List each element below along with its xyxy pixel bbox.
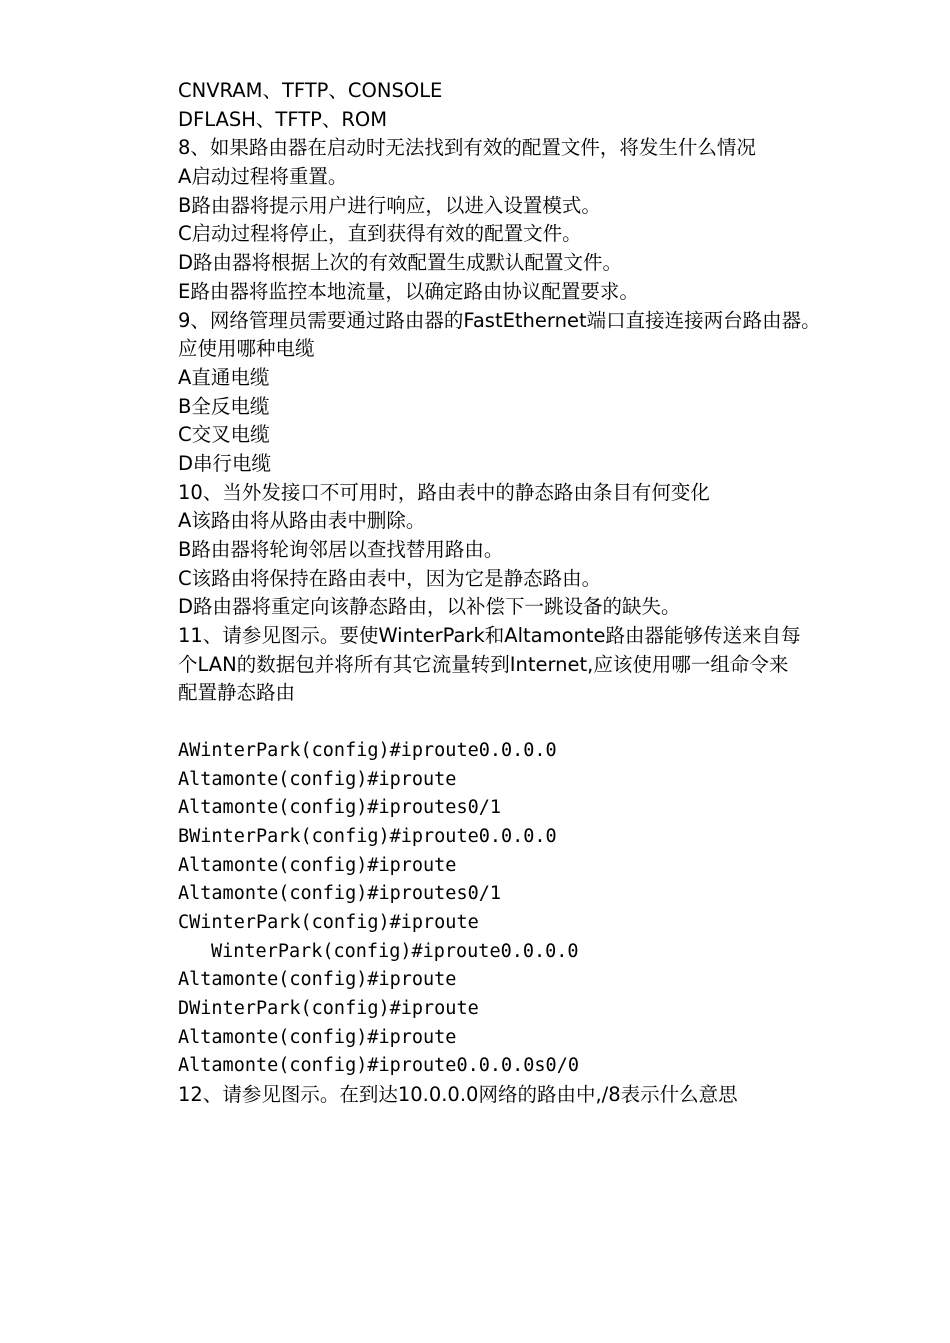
q9-question-line1: 9、网络管理员需要通过路由器的FastEthernet端口直接连接两台路由器。 (178, 308, 821, 332)
q9-option-b: B全反电缆 (178, 394, 270, 418)
q11-code-line: Altamonte(config)#iproute (178, 969, 457, 991)
q8-option-e: E路由器将监控本地流量，以确定路由协议配置要求。 (178, 279, 639, 303)
q8-option-d: D路由器将根据上次的有效配置生成默认配置文件。 (178, 251, 623, 275)
q11-code-line: CWinterPark(config)#iproute (178, 911, 479, 933)
q11-code-line: AWinterPark(config)#iproute0.0.0.0 (178, 739, 557, 761)
q10-option-a: A该路由将从路由表中删除。 (178, 509, 426, 533)
q8-question: 8、如果路由器在启动时无法找到有效的配置文件，将发生什么情况 (178, 136, 756, 160)
q11-code-line: Altamonte(config)#iproute (178, 1026, 457, 1048)
q11-code-line: Altamonte(config)#iproute0.0.0.0s0/0 (178, 1055, 579, 1077)
q9-option-d: D串行电缆 (178, 451, 272, 475)
q7-option-d: DFLASH、TFTP、ROM (178, 107, 388, 131)
q11-question-line3: 配置静态路由 (178, 681, 296, 705)
text-block (178, 77, 918, 1110)
q10-option-d: D路由器将重定向该静态路由，以补偿下一跳设备的缺失。 (178, 595, 681, 619)
q12-question: 12、请参见图示。在到达10.0.0.0网络的路由中,/8表示什么意思 (178, 1083, 738, 1107)
q8-option-c: C启动过程将停止，直到获得有效的配置文件。 (178, 222, 582, 246)
q9-option-c: C交叉电缆 (178, 423, 270, 447)
q10-option-c: C该路由将保持在路由表中，因为它是静态路由。 (178, 566, 602, 590)
q11-code-line: WinterPark(config)#iproute0.0.0.0 (211, 940, 579, 962)
q11-question-line2: 个LAN的数据包并将所有其它流量转到Internet,应该使用哪一组命令来 (178, 652, 789, 676)
q8-option-a: A启动过程将重置。 (178, 165, 348, 189)
q11-code-line: BWinterPark(config)#iproute0.0.0.0 (178, 825, 557, 847)
q11-code-line: Altamonte(config)#iproutes0/1 (178, 883, 502, 905)
q9-option-a: A直通电缆 (178, 365, 270, 389)
q8-option-b: B路由器将提示用户进行响应，以进入设置模式。 (178, 193, 601, 217)
q11-code-line: DWinterPark(config)#iproute (178, 998, 479, 1019)
q11-code-line: Altamonte(config)#iproute (178, 854, 457, 876)
q11-code-line: Altamonte(config)#iproute (178, 768, 457, 790)
q10-option-b: B路由器将轮询邻居以查找替用路由。 (178, 538, 504, 561)
q10-question: 10、当外发接口不可用时，路由表中的静态路由条目有何变化 (178, 480, 710, 504)
q7-option-c: CNVRAM、TFTP、CONSOLE (178, 79, 443, 102)
blank-line (178, 708, 918, 737)
q9-question-line2: 应使用哪种电缆 (178, 337, 315, 361)
q11-question-line1: 11、请参见图示。要使WinterPark和Altamonte路由器能够传送来自每 (178, 624, 801, 648)
q11-code-line: Altamonte(config)#iproutes0/1 (178, 797, 502, 819)
